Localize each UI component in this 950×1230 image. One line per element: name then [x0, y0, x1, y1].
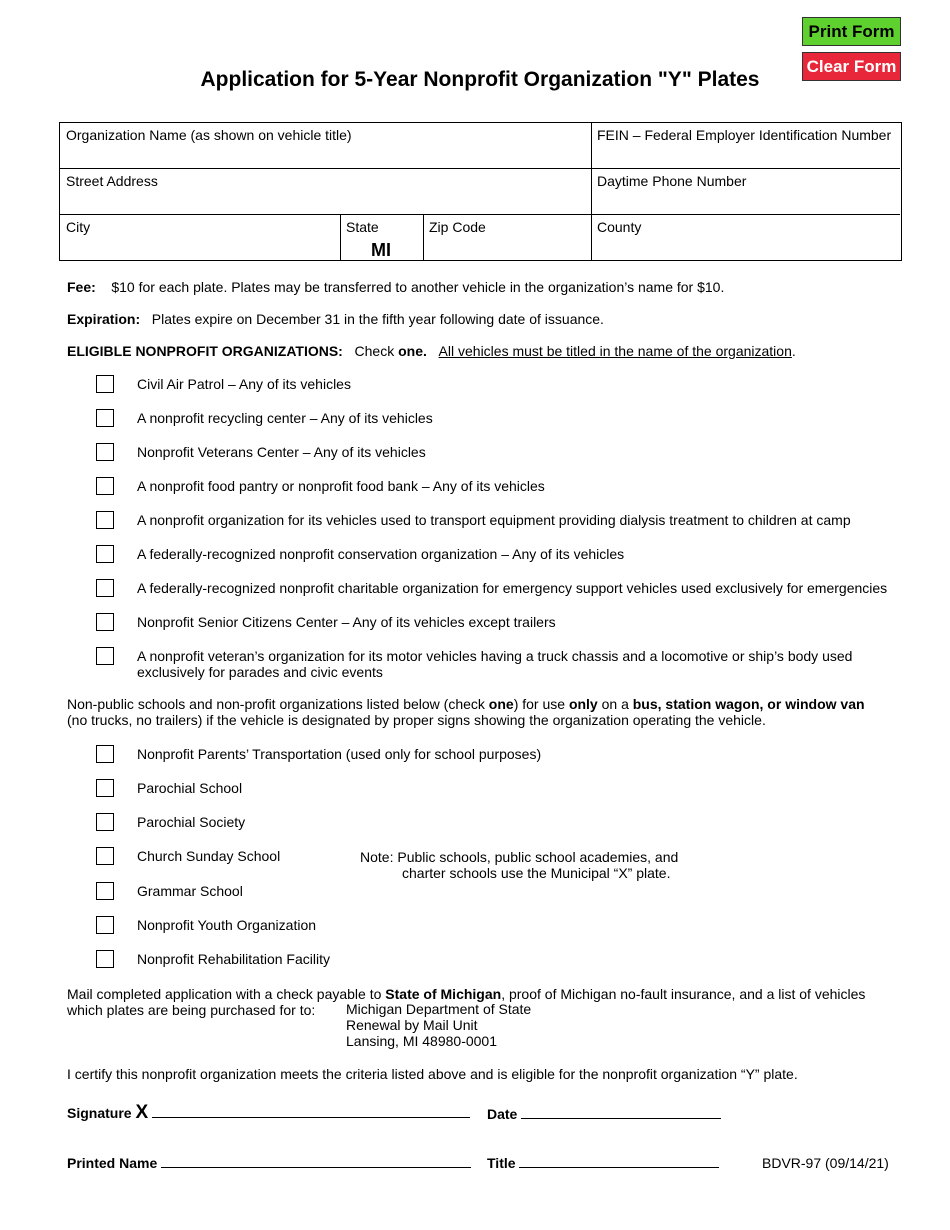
checkbox[interactable] — [96, 443, 114, 461]
checkbox[interactable] — [96, 882, 114, 900]
checkbox[interactable] — [96, 847, 114, 865]
clear-form-button[interactable]: Clear Form — [802, 52, 901, 81]
zip-label: Zip Code — [429, 219, 486, 235]
date-line[interactable] — [521, 1106, 721, 1119]
county-label: County — [597, 219, 642, 235]
option-label: A nonprofit organization for its vehicles used to transport equipment providing dialysis treatment to children at camp — [137, 512, 851, 528]
phone-label: Daytime Phone Number — [597, 173, 747, 189]
org-name-field[interactable] — [60, 123, 591, 168]
option-label: Grammar School — [137, 883, 243, 899]
checkbox[interactable] — [96, 579, 114, 597]
expiration-label: Expiration: — [67, 311, 141, 327]
title-label: Title — [487, 1155, 516, 1171]
form-number: BDVR-97 (09/14/21) — [762, 1155, 889, 1171]
county-field[interactable] — [591, 215, 901, 260]
address-line3: Lansing, MI 48980-0001 — [346, 1033, 497, 1049]
expiration-text: Plates expire on December 31 in the fifth year following date of issuance. — [151, 311, 604, 327]
checkbox[interactable] — [96, 409, 114, 427]
eligible-title-requirement: All vehicles must be titled in the name of the organization — [438, 343, 792, 359]
municipal-plate-note — [360, 849, 678, 881]
schools-intro-line2: (no trucks, no trailers) if the vehicle is designated by proper signs showing the organization operating the vehicle. — [67, 712, 766, 728]
note-line1: Note: Public schools, public school academies, and — [360, 849, 679, 865]
fein-field[interactable] — [591, 123, 901, 168]
printed-name-label: Printed Name — [67, 1155, 158, 1171]
print-form-button[interactable]: Print Form — [802, 17, 901, 46]
state-value: MI — [371, 240, 391, 260]
checkbox[interactable] — [96, 477, 114, 495]
option-label: Church Sunday School — [137, 848, 281, 864]
state-label: State — [346, 219, 379, 235]
option-label: Parochial Society — [137, 814, 246, 830]
fein-label: FEIN – Federal Employer Identification Number — [597, 127, 892, 143]
page-title: Application for 5-Year Nonprofit Organization "Y" Plates — [200, 68, 760, 91]
organization-info-table — [59, 122, 902, 261]
checkbox[interactable] — [96, 745, 114, 763]
signature-line[interactable] — [152, 1105, 470, 1118]
fee-text: $10 for each plate. Plates may be transferred to another vehicle in the organization’s name for $10. — [111, 279, 725, 295]
date-label: Date — [487, 1106, 518, 1122]
certification-statement: I certify this nonprofit organization meets the criteria listed above and is eligible for the nonprofit organization “Y” plate. — [67, 1066, 798, 1082]
title-line[interactable] — [519, 1155, 719, 1168]
option-label-line1: A nonprofit veteran’s organization for its motor vehicles having a truck chassis and a locomotive or ship’s body used — [137, 648, 853, 664]
option-label-line2: exclusively for parades and civic events — [137, 664, 383, 680]
option-label: Nonprofit Rehabilitation Facility — [137, 951, 330, 967]
option-label: A federally-recognized nonprofit conservation organization – Any of its vehicles — [137, 546, 625, 562]
schools-intro — [67, 696, 865, 728]
street-address-field[interactable] — [60, 169, 591, 214]
mailing-address — [346, 1001, 531, 1049]
option-label: Nonprofit Veterans Center – Any of its vehicles — [137, 444, 426, 460]
schools-intro-line1: Non-public schools and non-profit organizations listed below (check one) for use only on a bus, station wagon, or window van — [67, 696, 865, 712]
option-label: A nonprofit food pantry or nonprofit food bank – Any of its vehicles — [137, 478, 545, 494]
checkbox[interactable] — [96, 779, 114, 797]
option-label: Nonprofit Youth Organization — [137, 917, 317, 933]
mail-line2: which plates are being purchased for to: — [67, 1002, 316, 1018]
checkbox[interactable] — [96, 916, 114, 934]
option-label: Civil Air Patrol – Any of its vehicles — [137, 376, 351, 392]
eligible-one: one. — [398, 343, 427, 359]
mail-line1: Mail completed application with a check payable to State of Michigan, proof of Michigan no-fault insurance, and a list of vehicles — [67, 986, 866, 1002]
street-address-label: Street Address — [66, 173, 158, 189]
printed-name-row — [67, 1155, 471, 1171]
address-line2: Renewal by Mail Unit — [346, 1017, 478, 1033]
fee-line — [67, 279, 724, 295]
checkbox[interactable] — [96, 647, 114, 665]
zip-field[interactable] — [423, 215, 591, 260]
eligible-heading: ELIGIBLE NONPROFIT ORGANIZATIONS: — [67, 343, 343, 359]
title-row — [487, 1155, 719, 1171]
checkbox[interactable] — [96, 375, 114, 393]
city-field[interactable] — [60, 215, 340, 260]
org-name-label: Organization Name (as shown on vehicle title) — [66, 127, 352, 143]
note-line2: charter schools use the Municipal “X” plate. — [402, 865, 671, 881]
signature-row — [67, 1102, 470, 1124]
printed-name-line[interactable] — [161, 1155, 471, 1168]
eligible-heading-line — [67, 343, 796, 359]
checkbox[interactable] — [96, 511, 114, 529]
checkbox[interactable] — [96, 950, 114, 968]
checkbox[interactable] — [96, 545, 114, 563]
option-label: A nonprofit recycling center – Any of its vehicles — [137, 410, 433, 426]
fee-label: Fee: — [67, 279, 96, 295]
checkbox[interactable] — [96, 613, 114, 631]
option-label: Nonprofit Senior Citizens Center – Any of its vehicles except trailers — [137, 614, 556, 630]
expiration-line — [67, 311, 604, 327]
eligible-period: . — [791, 343, 796, 359]
address-line1: Michigan Department of State — [346, 1001, 532, 1017]
option-label: A federally-recognized nonprofit charitable organization for emergency support vehicles used exclusively for emergencies — [137, 580, 888, 596]
option-label — [137, 648, 852, 680]
signature-x-mark: X — [135, 1102, 149, 1123]
signature-label: Signature — [67, 1105, 132, 1121]
city-label: City — [66, 219, 91, 235]
phone-field[interactable] — [591, 169, 901, 214]
option-label: Parochial School — [137, 780, 243, 796]
option-label: Nonprofit Parents’ Transportation (used only for school purposes) — [137, 746, 542, 762]
date-row — [487, 1106, 721, 1122]
checkbox[interactable] — [96, 813, 114, 831]
eligible-check: Check — [354, 343, 399, 359]
